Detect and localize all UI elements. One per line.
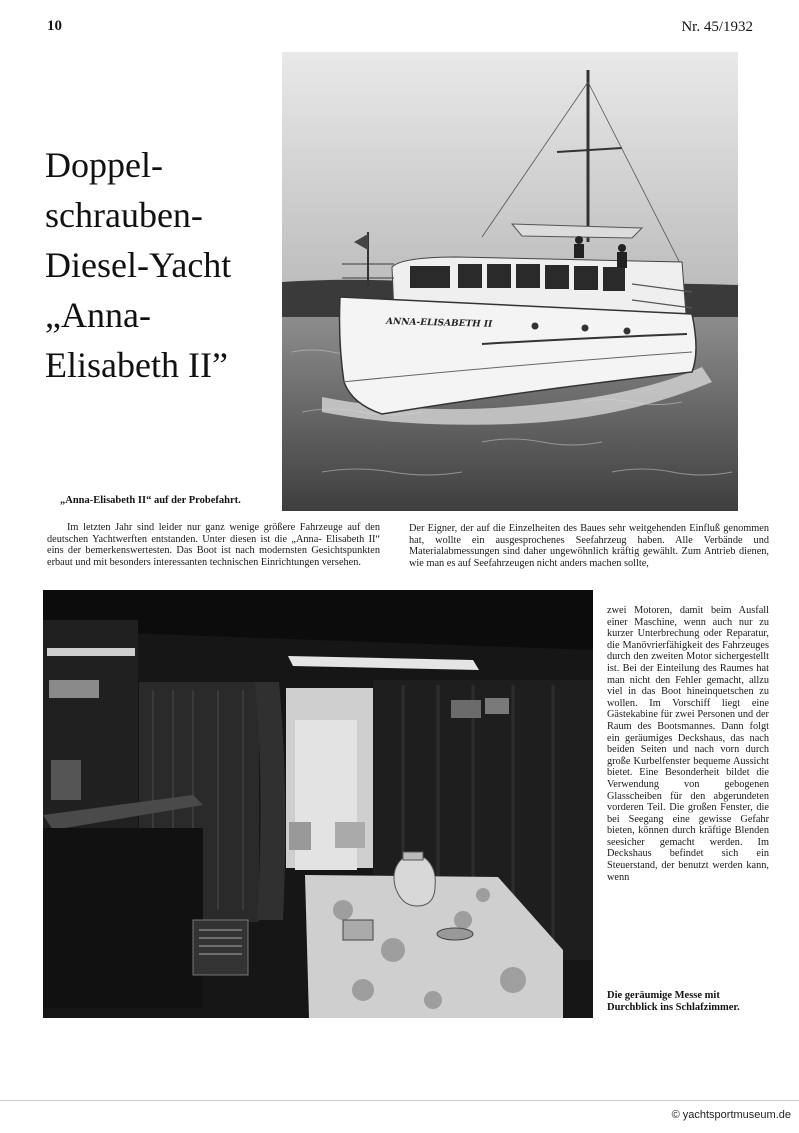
yacht-photo-caption: „Anna-Elisabeth II“ auf der Probefahrt. (60, 495, 241, 506)
hull-name: ANNA-ELISABETH II (385, 317, 493, 330)
article-headline (45, 140, 285, 390)
page-bottom-rule (0, 1100, 799, 1101)
messe-photo-caption: Die geräumige Messe mit Durchblick ins Schlafzimmer. (607, 990, 740, 1013)
watermark: © yachtsportmuseum.de (671, 1109, 791, 1121)
headline-line: Elisabeth II” (45, 345, 228, 385)
headline-line: „Anna- (45, 295, 151, 335)
page-number: 10 (47, 18, 62, 34)
headline-line: Doppel- (45, 145, 163, 185)
headline-line: Diesel-Yacht (45, 245, 232, 285)
messe-photo (43, 590, 593, 1018)
yacht-illustration (282, 52, 738, 511)
article-column-right-top: Der Eigner, der auf die Einzelheiten des Baues sehr weitgehenden Einfluß genommen hat, wollte ein ausgesprochenes Seefahrzeug haben. Alle Verbände und Materialabmessungen sind daher ungewöhnlich kräftig gewählt. Zum Antrieb dienen, wie man es auf Seefahrzeugen nicht anders machen sollte, (409, 523, 769, 569)
headline-line: schrauben- (45, 195, 203, 235)
yacht-photo (282, 52, 738, 511)
article-column-left: Im letzten Jahr sind leider nur ganz wenige größere Fahrzeuge auf den deutschen Yachtwerften entstanden. Unter diesen ist die „Anna- Elisabeth II“ eins der bemerkenswertesten. Das Boot ist nach modernsten Gesichtspunkten erbaut und mit besonders interessanten technischen Einrichtungen versehen. (47, 522, 380, 568)
issue-number: Nr. 45/1932 (681, 19, 753, 35)
messe-illustration (43, 590, 593, 1018)
article-column-right-narrow: zwei Motoren, damit beim Ausfall einer Maschine, wenn auch nur zu kurzer Unterbrechung oder Reparatur, die Manövrierfähigkeit des Fahrzeuges durch den zweiten Motor sichergestellt ist. Bei der Einteilung des Raumes hat man nicht den Fehler gemacht, allzu viel in das Boot hineinquetschen zu wollen. Im Vorschiff liegt eine Gästekabine für zwei Personen und der Raum des Bootsmannes. Dann folgt ein geräumiges Deckshaus, das nach beiden Seiten und nach vorn durch große Kurbelfenster bequeme Aussicht bietet. Eine Besonderheit bildet die Verwendung von gebogenen Glasscheiben für den abgerundeten vorderen Teil. Die großen Fenster, die bei Seegang eine gewisse Gefahr bieten, können durch kräftige Blenden seesicher gemacht werden. Im Deckshaus befindet sich ein Steuerstand, der benutzt werden kann, wenn (607, 605, 769, 883)
